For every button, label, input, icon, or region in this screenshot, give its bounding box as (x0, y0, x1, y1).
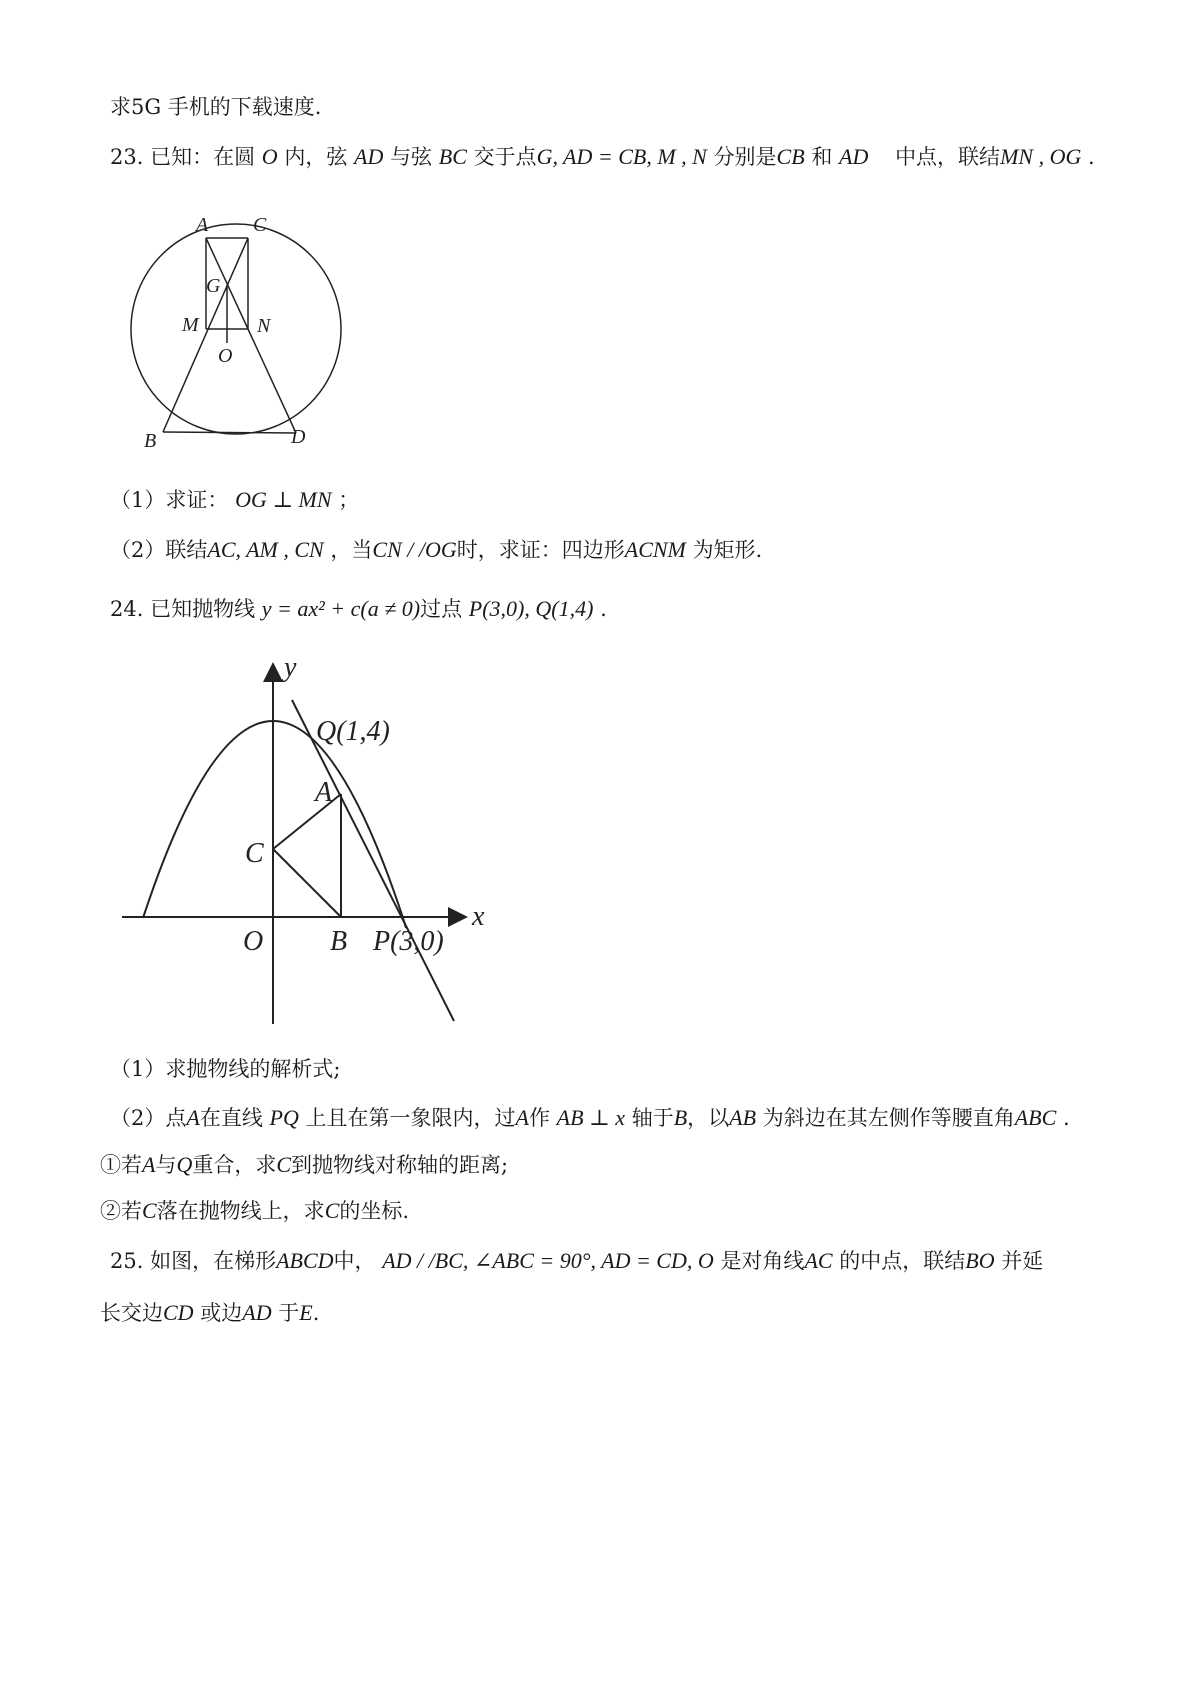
text: 与 (155, 1153, 177, 1177)
math: AC, AM , CN (207, 537, 324, 562)
label-a: A (315, 777, 333, 808)
text: 时，求证：四边形 (456, 538, 625, 562)
segment-bd (163, 432, 296, 433)
label-a: A (196, 214, 209, 236)
math: OG ⊥ MN (235, 487, 332, 512)
problem-24-part-1: （1）求抛物线的解析式; (110, 1057, 341, 1081)
text: . (312, 1301, 320, 1325)
math: C (324, 1198, 340, 1223)
segment-cb (273, 849, 341, 917)
text: 如图，在梯形 (150, 1249, 277, 1273)
math: Q (176, 1152, 193, 1177)
text: 分别是 (713, 145, 777, 169)
problem-25-statement-line-2 (100, 1299, 319, 1327)
text: 落在抛物线上，求 (156, 1199, 325, 1223)
label-q: Q(1,4) (316, 716, 390, 747)
text: （1）求证： (110, 488, 229, 512)
text: . (1062, 1106, 1070, 1130)
label-x: x (472, 901, 485, 932)
text: ，以 (687, 1106, 730, 1130)
label-c: C (245, 838, 264, 869)
math: BC (438, 144, 467, 169)
text: ①若 (100, 1153, 142, 1177)
text: 作 (528, 1106, 550, 1130)
math: A (186, 1105, 200, 1130)
text: 或边 (200, 1301, 243, 1325)
math: MN , OG (1000, 144, 1082, 169)
problem-24-statement (110, 595, 607, 623)
text: . (600, 597, 607, 621)
text: 并延 (1001, 1249, 1044, 1273)
text: （2）点 (110, 1106, 187, 1130)
text: 已知抛物线 (150, 597, 256, 621)
math: AB ⊥ x (556, 1105, 626, 1130)
text: ，当 (330, 538, 373, 562)
math: AC (804, 1248, 833, 1273)
text: 为斜边在其左侧作等腰直角 (762, 1106, 1015, 1130)
math: G, AD = CB, M , N (536, 144, 707, 169)
text: . (1088, 145, 1095, 169)
math: A (142, 1152, 156, 1177)
math: ACNM (624, 537, 686, 562)
problem-24-sub-1 (100, 1151, 508, 1179)
text: 为矩形. (692, 538, 763, 562)
math: C (276, 1152, 292, 1177)
label-b: B (330, 926, 348, 957)
text: 已知：在圆 (150, 145, 256, 169)
problem-24-sub-2 (100, 1197, 409, 1225)
math: A (515, 1105, 529, 1130)
chord-ad (206, 238, 296, 433)
label-o: O (243, 926, 264, 957)
math: E (299, 1300, 313, 1325)
math: ABC (1014, 1105, 1057, 1130)
math: CD (163, 1300, 194, 1325)
math: AD / /BC, ∠ABC = 90°, AD = CD, O (382, 1248, 714, 1273)
text: 在直线 (199, 1106, 263, 1130)
text: 和 (811, 145, 833, 169)
text: 交于点 (473, 145, 537, 169)
label-y: y (284, 652, 297, 683)
problem-number: 23. (110, 145, 144, 169)
text: 到抛物线对称轴的距离; (291, 1153, 509, 1177)
figure-24-parabola-diagram (110, 650, 510, 1030)
text: 于 (278, 1301, 300, 1325)
problem-number: 25. (110, 1249, 144, 1273)
text: 过点 (420, 597, 463, 621)
text: 的坐标. (339, 1199, 410, 1223)
problem-23-part-2 (110, 536, 762, 564)
math: CB (776, 144, 805, 169)
problem-22-continuation: 求5G 手机的下载速度. (110, 95, 322, 119)
text: 中， (333, 1249, 376, 1273)
label-b: B (144, 430, 157, 452)
text: ； (338, 488, 360, 512)
problem-23-part-1 (110, 486, 359, 514)
problem-24-part-2 (110, 1104, 1070, 1132)
math: B (673, 1105, 688, 1130)
text: 内，弦 (284, 145, 348, 169)
math: C (142, 1198, 157, 1223)
math: P(3,0), Q(1,4) (468, 596, 594, 621)
text: 的中点，联结 (839, 1249, 966, 1273)
math: AD (839, 144, 869, 169)
problem-number: 24. (110, 597, 144, 621)
text: 长交边 (100, 1301, 163, 1325)
parabola-curve (143, 721, 406, 928)
math: ABCD (276, 1248, 334, 1273)
label-n: N (257, 315, 271, 337)
label-m: M (182, 314, 199, 336)
text: 与弦 (390, 145, 433, 169)
label-d: D (291, 426, 306, 448)
text: 中点，联结 (895, 145, 1001, 169)
math: y = ax² + c(a ≠ 0) (261, 596, 421, 621)
text: ②若 (100, 1199, 142, 1223)
text: 重合，求 (192, 1153, 277, 1177)
label-g: G (206, 275, 221, 297)
label-c: C (253, 214, 267, 236)
label-o: O (218, 345, 233, 367)
math: CN / /OG (372, 537, 457, 562)
math: PQ (269, 1105, 299, 1130)
math: BO (965, 1248, 995, 1273)
text: 上且在第一象限内，过 (305, 1106, 516, 1130)
text: 是对角线 (720, 1249, 805, 1273)
math: AB (729, 1105, 757, 1130)
problem-25-statement-line-1 (110, 1247, 1043, 1275)
problem-23-statement (110, 143, 1095, 171)
label-p: P(3,0) (373, 926, 444, 957)
text: 轴于 (631, 1106, 674, 1130)
line-pq (292, 700, 454, 1021)
figure-23-circle-diagram (110, 205, 350, 455)
math: AD (354, 144, 384, 169)
math: AD (242, 1300, 272, 1325)
math: O (261, 144, 278, 169)
text: （2）联结 (110, 538, 208, 562)
